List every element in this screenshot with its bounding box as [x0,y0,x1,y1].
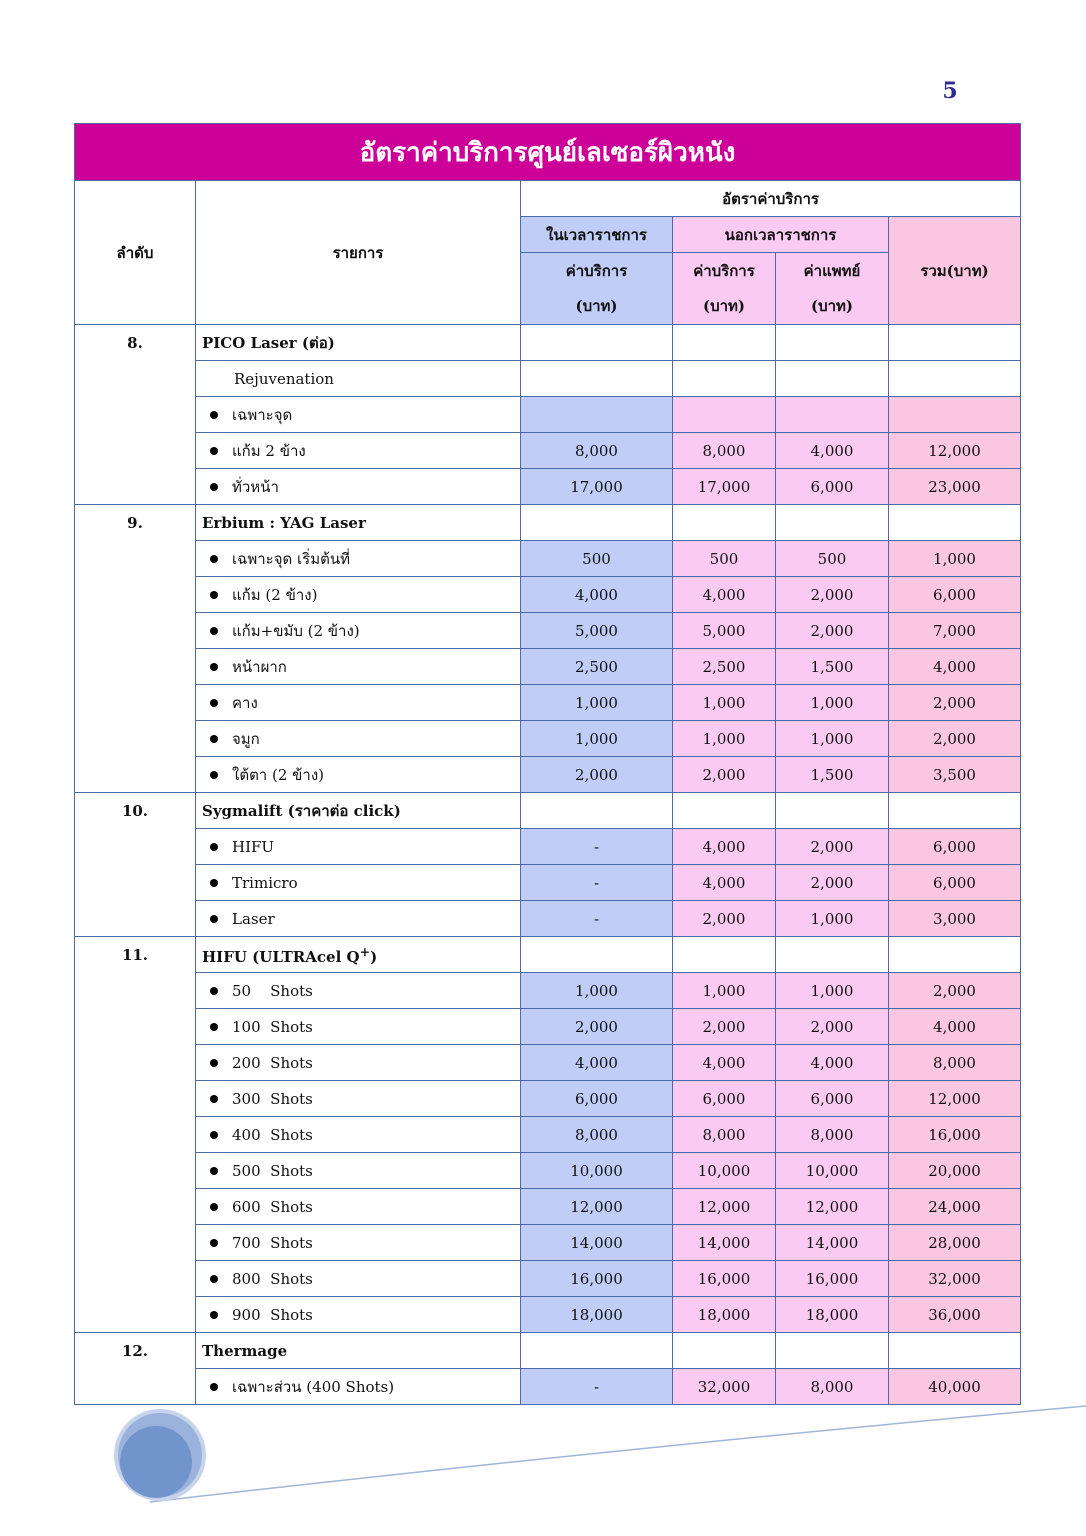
doctor-fee: 1,000 [776,901,889,937]
table-row [75,1189,1021,1225]
item-label-text: 700 Shots [232,1233,313,1252]
doctor-fee: 12,000 [776,1189,889,1225]
item-label [196,577,521,613]
doctor-fee [776,397,889,433]
section-title-sup: + [359,943,371,959]
bullet-icon [210,1203,218,1211]
item-label-text: หน้าผาก [232,657,287,676]
item-label-text: แก้ม+ขมับ (2 ข้าง) [232,621,360,640]
section-number: 9. [75,505,196,793]
item-label [196,1261,521,1297]
total-fee: 20,000 [889,1153,1021,1189]
section-number: 8. [75,325,196,505]
total-fee: 2,000 [889,973,1021,1009]
in-hours-fee: 4,000 [521,577,673,613]
section-title [196,325,521,361]
out-hours-fee: 16,000 [673,1261,776,1297]
table-row [75,685,1021,721]
item-label-text: คาง [232,693,258,712]
empty-cell [521,505,673,541]
table-row [75,829,1021,865]
out-hours-fee: 500 [673,541,776,577]
table-row [75,1081,1021,1117]
total-fee: 28,000 [889,1225,1021,1261]
in-hours-fee: 12,000 [521,1189,673,1225]
total-fee: 24,000 [889,1189,1021,1225]
header-out-service-fee: ค่าบริการ [673,253,776,289]
bullet-icon [210,1167,218,1175]
bullet-icon [210,1131,218,1139]
empty-cell [673,505,776,541]
in-hours-fee: 2,500 [521,649,673,685]
bullet-icon [210,843,218,851]
item-label-text: 800 Shots [232,1269,313,1288]
in-hours-fee: 1,000 [521,721,673,757]
bullet-icon [210,1059,218,1067]
out-hours-fee: 4,000 [673,865,776,901]
out-hours-fee: 17,000 [673,469,776,505]
bullet-icon [210,627,218,635]
bullet-icon [210,555,218,563]
in-hours-fee: 1,000 [521,685,673,721]
in-hours-fee: 1,000 [521,973,673,1009]
header-unit: (บาท) [673,289,776,325]
empty-cell [673,937,776,973]
out-hours-fee: 2,000 [673,901,776,937]
table-row [75,361,1021,397]
total-fee: 3,000 [889,901,1021,937]
empty-cell [776,937,889,973]
doctor-fee [776,361,889,397]
bullet-icon [210,879,218,887]
out-hours-fee: 8,000 [673,1117,776,1153]
total-fee: 36,000 [889,1297,1021,1333]
table-row [75,1153,1021,1189]
item-label-text: ทั่วหน้า [232,477,279,496]
doctor-fee: 2,000 [776,1009,889,1045]
empty-cell [889,937,1021,973]
section-title-end: ) [370,947,378,966]
bullet-icon [210,1023,218,1031]
doctor-fee: 10,000 [776,1153,889,1189]
doctor-fee: 1,000 [776,721,889,757]
item-label [196,649,521,685]
item-label [196,1081,521,1117]
item-label-text: 300 Shots [232,1089,313,1108]
item-label [196,469,521,505]
item-label [196,685,521,721]
table-row [75,1009,1021,1045]
table-title: อัตราค่าบริการศูนย์เลเซอร์ผิวหนัง [75,124,1021,181]
total-fee: 3,500 [889,757,1021,793]
total-fee: 12,000 [889,1081,1021,1117]
doctor-fee: 1,000 [776,973,889,1009]
item-label [196,1297,521,1333]
section-title-text: Erbium : YAG Laser [202,513,366,532]
section-title-text: PICO Laser (ต่อ) [202,333,335,352]
empty-cell [521,793,673,829]
empty-cell [673,325,776,361]
table-row [75,865,1021,901]
item-label [196,865,521,901]
in-hours-fee: 14,000 [521,1225,673,1261]
out-hours-fee: 10,000 [673,1153,776,1189]
doctor-fee: 500 [776,541,889,577]
header-total: รวม(บาท) [889,217,1021,325]
section-title [196,1333,521,1369]
table-row [75,433,1021,469]
out-hours-fee: 18,000 [673,1297,776,1333]
in-hours-fee: 4,000 [521,1045,673,1081]
out-hours-fee: 12,000 [673,1189,776,1225]
in-hours-fee: 8,000 [521,433,673,469]
bullet-icon [210,987,218,995]
total-fee: 6,000 [889,865,1021,901]
bullet-icon [210,663,218,671]
out-hours-fee: 2,000 [673,757,776,793]
out-hours-fee: 6,000 [673,1081,776,1117]
total-fee: 32,000 [889,1261,1021,1297]
header-rate: อัตราค่าบริการ [521,181,1021,217]
bullet-icon [210,483,218,491]
header-seq: ลำดับ [75,181,196,325]
doctor-fee: 16,000 [776,1261,889,1297]
table-row [75,469,1021,505]
doctor-fee: 6,000 [776,469,889,505]
header-out-hours: นอกเวลาราชการ [673,217,889,253]
total-fee: 6,000 [889,577,1021,613]
item-label-text: 500 Shots [232,1161,313,1180]
doctor-fee: 1,500 [776,649,889,685]
item-label-text: Trimicro [232,873,298,892]
empty-cell [889,325,1021,361]
in-hours-fee: 8,000 [521,1117,673,1153]
total-fee [889,361,1021,397]
item-label [196,1189,521,1225]
doctor-fee: 2,000 [776,865,889,901]
out-hours-fee: 1,000 [673,721,776,757]
item-label [196,1117,521,1153]
header-unit: (บาท) [776,289,889,325]
in-hours-fee: 500 [521,541,673,577]
total-fee [889,397,1021,433]
total-fee: 12,000 [889,433,1021,469]
section-number: 11. [75,937,196,1333]
out-hours-fee: 1,000 [673,685,776,721]
section-title [196,505,521,541]
out-hours-fee: 8,000 [673,433,776,469]
item-label-text: 400 Shots [232,1125,313,1144]
item-label-text: เฉพาะจุด เริ่มต้นที่ [232,549,350,568]
table-row [75,757,1021,793]
item-label-text: แก้ม 2 ข้าง [232,441,306,460]
in-hours-fee: - [521,901,673,937]
doctor-fee: 2,000 [776,577,889,613]
rate-table [74,123,1021,1405]
item-label-text: 200 Shots [232,1053,313,1072]
bullet-icon [210,1311,218,1319]
empty-cell [521,1333,673,1369]
in-hours-fee: 17,000 [521,469,673,505]
empty-cell [776,505,889,541]
total-fee: 7,000 [889,613,1021,649]
doctor-fee: 1,500 [776,757,889,793]
empty-cell [673,793,776,829]
total-fee: 16,000 [889,1117,1021,1153]
item-label [196,721,521,757]
section-title [196,937,521,973]
bullet-icon [210,1239,218,1247]
item-label-text: 100 Shots [232,1017,313,1036]
out-hours-fee: 32,000 [673,1369,776,1405]
total-fee: 4,000 [889,649,1021,685]
in-hours-fee: 5,000 [521,613,673,649]
header-unit: (บาท) [521,289,673,325]
header-in-service-fee: ค่าบริการ [521,253,673,289]
empty-cell [776,1333,889,1369]
header-item: รายการ [196,181,521,325]
empty-cell [521,937,673,973]
out-hours-fee: 14,000 [673,1225,776,1261]
item-label [196,757,521,793]
doctor-fee: 4,000 [776,1045,889,1081]
section-number: 10. [75,793,196,937]
item-label [196,613,521,649]
in-hours-fee [521,361,673,397]
out-hours-fee: 4,000 [673,1045,776,1081]
header-doctor-fee: ค่าแพทย์ [776,253,889,289]
total-fee: 40,000 [889,1369,1021,1405]
in-hours-fee: 6,000 [521,1081,673,1117]
total-fee: 4,000 [889,1009,1021,1045]
item-label-text: ใต้ตา (2 ข้าง) [232,765,325,784]
doctor-fee: 6,000 [776,1081,889,1117]
item-label-text: Laser [232,909,275,928]
bullet-icon [210,447,218,455]
empty-cell [889,793,1021,829]
item-label-text: 900 Shots [232,1305,313,1324]
empty-cell [889,1333,1021,1369]
item-label [196,1225,521,1261]
section-row [75,937,1021,973]
item-label-text: 600 Shots [232,1197,313,1216]
item-label-text: เฉพาะจุด [232,405,293,424]
out-hours-fee: 2,500 [673,649,776,685]
bullet-icon [210,735,218,743]
section-title-text: Thermage [202,1341,288,1360]
section-title-text: Sygmalift (ราคาต่อ click) [202,801,401,820]
item-label-text: HIFU [232,837,275,856]
item-label-text: จมูก [232,729,260,748]
section-row [75,325,1021,361]
table-row [75,973,1021,1009]
empty-cell [776,793,889,829]
doctor-fee: 4,000 [776,433,889,469]
empty-cell [889,505,1021,541]
in-hours-fee: - [521,865,673,901]
table-row [75,613,1021,649]
section-number: 12. [75,1333,196,1405]
item-label [196,1045,521,1081]
in-hours-fee: 10,000 [521,1153,673,1189]
bullet-icon [210,699,218,707]
out-hours-fee: 1,000 [673,973,776,1009]
item-label [196,1153,521,1189]
item-label [196,901,521,937]
table-row [75,901,1021,937]
out-hours-fee: 5,000 [673,613,776,649]
in-hours-fee: 2,000 [521,757,673,793]
section-row [75,505,1021,541]
doctor-fee: 1,000 [776,685,889,721]
table-row [75,397,1021,433]
table-row [75,577,1021,613]
total-fee: 2,000 [889,685,1021,721]
out-hours-fee [673,397,776,433]
item-label [196,1009,521,1045]
doctor-fee: 18,000 [776,1297,889,1333]
doctor-fee: 8,000 [776,1117,889,1153]
item-label-text: เฉพาะส่วน (400 Shots) [232,1377,395,1396]
section-title-text: HIFU (ULTRAcel Q [202,947,360,966]
empty-cell [673,1333,776,1369]
total-fee: 1,000 [889,541,1021,577]
doctor-fee: 14,000 [776,1225,889,1261]
total-fee: 8,000 [889,1045,1021,1081]
table-row [75,1225,1021,1261]
item-label [196,433,521,469]
decorative-swoosh [0,1377,1086,1536]
table-row [75,1045,1021,1081]
bullet-icon [210,771,218,779]
section-title [196,793,521,829]
doctor-fee: 2,000 [776,829,889,865]
empty-cell [776,325,889,361]
in-hours-fee: - [521,1369,673,1405]
in-hours-fee: 18,000 [521,1297,673,1333]
out-hours-fee: 2,000 [673,1009,776,1045]
bullet-icon [210,411,218,419]
item-label [196,973,521,1009]
item-label [196,397,521,433]
header-in-hours: ในเวลาราชการ [521,217,673,253]
table-row [75,1117,1021,1153]
empty-cell [521,325,673,361]
page-number: 5 [942,78,958,104]
item-label-text: แก้ม (2 ข้าง) [232,585,318,604]
in-hours-fee: 16,000 [521,1261,673,1297]
total-fee: 2,000 [889,721,1021,757]
bullet-icon [210,591,218,599]
out-hours-fee: 4,000 [673,577,776,613]
doctor-fee: 2,000 [776,613,889,649]
total-fee: 6,000 [889,829,1021,865]
item-label [196,361,521,397]
in-hours-fee: - [521,829,673,865]
doctor-fee: 8,000 [776,1369,889,1405]
out-hours-fee [673,361,776,397]
table-row [75,541,1021,577]
table-row [75,721,1021,757]
table-row [75,649,1021,685]
in-hours-fee: 2,000 [521,1009,673,1045]
bullet-icon [210,915,218,923]
out-hours-fee: 4,000 [673,829,776,865]
item-label [196,829,521,865]
total-fee: 23,000 [889,469,1021,505]
bullet-icon [210,1095,218,1103]
section-row [75,1333,1021,1369]
item-label [196,541,521,577]
in-hours-fee [521,397,673,433]
item-label-text: Rejuvenation [234,369,334,388]
table-row [75,1261,1021,1297]
table-row [75,1297,1021,1333]
bullet-icon [210,1275,218,1283]
item-label-text: 50 Shots [232,981,313,1000]
section-row [75,793,1021,829]
